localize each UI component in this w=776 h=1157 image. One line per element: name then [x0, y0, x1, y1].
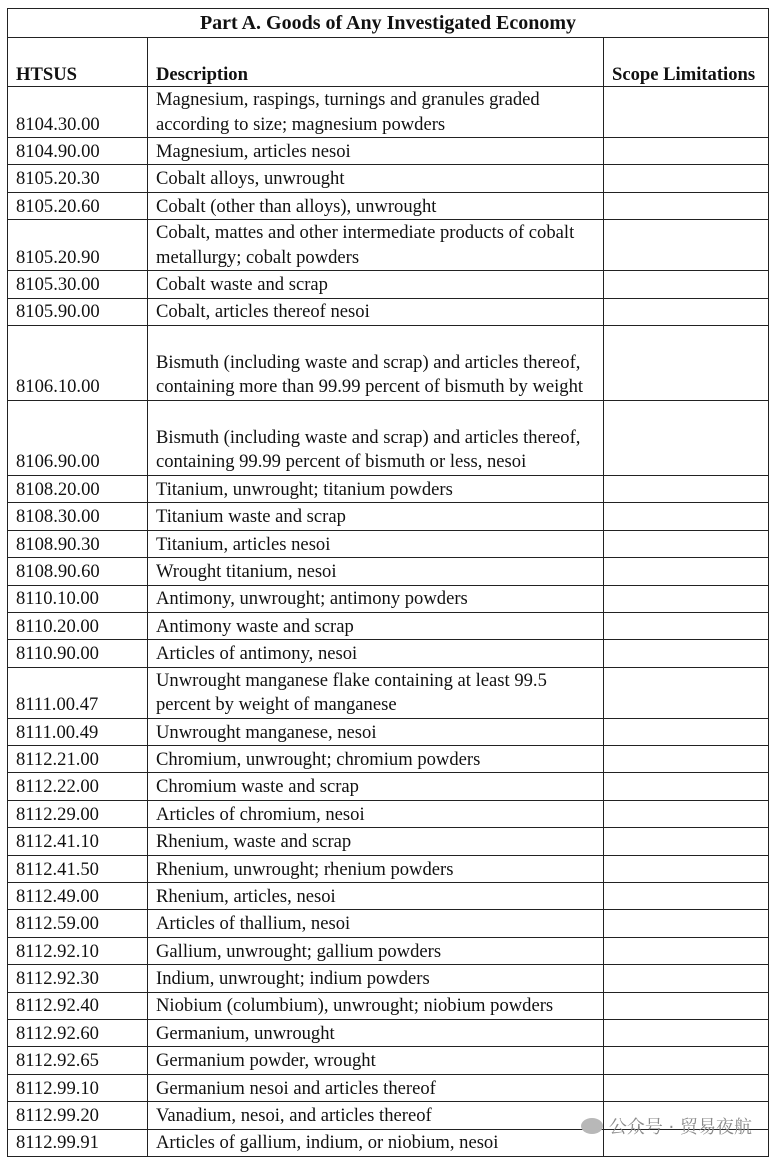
htsus-code-cell: 8110.90.00 [8, 640, 148, 667]
htsus-code-cell: 8105.20.60 [8, 192, 148, 219]
description-cell: Articles of thallium, nesoi [148, 910, 604, 937]
htsus-code-cell: 8110.20.00 [8, 612, 148, 639]
table-row [8, 883, 769, 910]
scope-limitations-cell [604, 773, 769, 800]
scope-limitations-cell [604, 746, 769, 773]
table-row [8, 585, 769, 612]
table-row [8, 718, 769, 745]
table-row [8, 828, 769, 855]
scope-limitations-cell [604, 503, 769, 530]
watermark-text: 公众号 · 贸易夜航 [608, 1117, 752, 1138]
scope-limitations-cell [604, 612, 769, 639]
table-row [8, 558, 769, 585]
htsus-code-cell: 8112.92.65 [8, 1047, 148, 1074]
description-cell: Cobalt, articles thereof nesoi [148, 298, 604, 325]
htsus-code-cell: 8105.20.90 [8, 220, 148, 271]
scope-limitations-cell [604, 667, 769, 718]
table-row [8, 746, 769, 773]
table-body [8, 87, 769, 1157]
scope-limitations-cell [604, 475, 769, 502]
table-row [8, 1074, 769, 1101]
description-cell: Germanium nesoi and articles thereof [148, 1074, 604, 1101]
table-row [8, 192, 769, 219]
description-cell: Wrought titanium, nesoi [148, 558, 604, 585]
htsus-code-cell: 8108.90.30 [8, 530, 148, 557]
htsus-code-cell: 8112.41.10 [8, 828, 148, 855]
scope-limitations-cell [604, 298, 769, 325]
table-row [8, 937, 769, 964]
scope-limitations-cell [604, 220, 769, 271]
description-cell: Cobalt alloys, unwrought [148, 165, 604, 192]
description-cell: Titanium, unwrought; titanium powders [148, 475, 604, 502]
description-cell: Indium, unwrought; indium powders [148, 965, 604, 992]
scope-limitations-cell [604, 937, 769, 964]
htsus-code-cell: 8105.90.00 [8, 298, 148, 325]
scope-limitations-cell [604, 530, 769, 557]
htsus-code-cell: 8108.20.00 [8, 475, 148, 502]
scope-limitations-cell [604, 138, 769, 165]
scope-limitations-cell [604, 828, 769, 855]
table-row [8, 325, 769, 400]
description-cell: Gallium, unwrought; gallium powders [148, 937, 604, 964]
table-row [8, 1047, 769, 1074]
hts-table [7, 8, 769, 1157]
scope-limitations-cell [604, 855, 769, 882]
description-cell: Cobalt (other than alloys), unwrought [148, 192, 604, 219]
watermark [581, 1113, 752, 1139]
header-description: Description [148, 38, 604, 87]
table-row [8, 475, 769, 502]
table-row [8, 298, 769, 325]
description-cell: Germanium, unwrought [148, 1019, 604, 1046]
htsus-code-cell: 8112.59.00 [8, 910, 148, 937]
htsus-code-cell: 8112.92.10 [8, 937, 148, 964]
table-row [8, 612, 769, 639]
table-row [8, 800, 769, 827]
htsus-code-cell: 8111.00.47 [8, 667, 148, 718]
scope-limitations-cell [604, 718, 769, 745]
table-row [8, 1019, 769, 1046]
description-cell: Bismuth (including waste and scrap) and articles thereof, containing more than 99.99 percent of bismuth by weight [148, 325, 604, 400]
table-row [8, 773, 769, 800]
description-cell: Bismuth (including waste and scrap) and articles thereof, containing 99.99 percent of bismuth or less, nesoi [148, 400, 604, 475]
scope-limitations-cell [604, 400, 769, 475]
scope-limitations-cell [604, 1019, 769, 1046]
table-row [8, 910, 769, 937]
description-cell: Unwrought manganese, nesoi [148, 718, 604, 745]
htsus-code-cell: 8112.99.10 [8, 1074, 148, 1101]
htsus-code-cell: 8112.92.60 [8, 1019, 148, 1046]
table-row [8, 271, 769, 298]
table-row [8, 992, 769, 1019]
description-cell: Articles of chromium, nesoi [148, 800, 604, 827]
htsus-code-cell: 8110.10.00 [8, 585, 148, 612]
description-cell: Unwrought manganese flake containing at least 99.5 percent by weight of manganese [148, 667, 604, 718]
htsus-code-cell: 8112.99.91 [8, 1129, 148, 1156]
description-cell: Titanium waste and scrap [148, 503, 604, 530]
description-cell: Titanium, articles nesoi [148, 530, 604, 557]
htsus-code-cell: 8104.90.00 [8, 138, 148, 165]
scope-limitations-cell [604, 87, 769, 138]
description-cell: Rhenium, unwrought; rhenium powders [148, 855, 604, 882]
htsus-code-cell: 8112.99.20 [8, 1102, 148, 1129]
htsus-code-cell: 8105.30.00 [8, 271, 148, 298]
htsus-code-cell: 8111.00.49 [8, 718, 148, 745]
scope-limitations-cell [604, 558, 769, 585]
htsus-code-cell: 8106.90.00 [8, 400, 148, 475]
table-row [8, 965, 769, 992]
htsus-code-cell: 8112.29.00 [8, 800, 148, 827]
scope-limitations-cell [604, 271, 769, 298]
wechat-icon [581, 1118, 603, 1134]
htsus-code-cell: 8112.49.00 [8, 883, 148, 910]
scope-limitations-cell [604, 883, 769, 910]
description-cell: Cobalt, mattes and other intermediate products of cobalt metallurgy; cobalt powders [148, 220, 604, 271]
table-title: Part A. Goods of Any Investigated Economy [8, 9, 769, 38]
htsus-code-cell: 8112.92.40 [8, 992, 148, 1019]
description-cell: Cobalt waste and scrap [148, 271, 604, 298]
scope-limitations-cell [604, 1047, 769, 1074]
table-row [8, 503, 769, 530]
scope-limitations-cell [604, 800, 769, 827]
scope-limitations-cell [604, 992, 769, 1019]
scope-limitations-cell [604, 325, 769, 400]
table-row [8, 165, 769, 192]
htsus-code-cell: 8104.30.00 [8, 87, 148, 138]
header-scope-limitations: Scope Limitations [604, 38, 769, 87]
description-cell: Chromium waste and scrap [148, 773, 604, 800]
htsus-code-cell: 8112.41.50 [8, 855, 148, 882]
description-cell: Antimony waste and scrap [148, 612, 604, 639]
description-cell: Rhenium, articles, nesoi [148, 883, 604, 910]
table-row [8, 220, 769, 271]
description-cell: Articles of antimony, nesoi [148, 640, 604, 667]
description-cell: Rhenium, waste and scrap [148, 828, 604, 855]
scope-limitations-cell [604, 640, 769, 667]
htsus-code-cell: 8108.30.00 [8, 503, 148, 530]
htsus-code-cell: 8112.21.00 [8, 746, 148, 773]
description-cell: Articles of gallium, indium, or niobium, nesoi [148, 1129, 604, 1156]
scope-limitations-cell [604, 1074, 769, 1101]
scope-limitations-cell [604, 165, 769, 192]
scope-limitations-cell [604, 910, 769, 937]
table-row [8, 640, 769, 667]
description-cell: Magnesium, raspings, turnings and granules graded according to size; magnesium powders [148, 87, 604, 138]
htsus-code-cell: 8106.10.00 [8, 325, 148, 400]
description-cell: Chromium, unwrought; chromium powders [148, 746, 604, 773]
scope-limitations-cell [604, 585, 769, 612]
description-cell: Magnesium, articles nesoi [148, 138, 604, 165]
table-row [8, 400, 769, 475]
scope-limitations-cell [604, 965, 769, 992]
htsus-code-cell: 8108.90.60 [8, 558, 148, 585]
scope-limitations-cell [604, 192, 769, 219]
description-cell: Vanadium, nesoi, and articles thereof [148, 1102, 604, 1129]
table-row [8, 855, 769, 882]
htsus-code-cell: 8105.20.30 [8, 165, 148, 192]
table-row [8, 530, 769, 557]
header-htsus: HTSUS [8, 38, 148, 87]
description-cell: Niobium (columbium), unwrought; niobium powders [148, 992, 604, 1019]
table-row [8, 87, 769, 138]
description-cell: Antimony, unwrought; antimony powders [148, 585, 604, 612]
htsus-code-cell: 8112.92.30 [8, 965, 148, 992]
table-row [8, 667, 769, 718]
table-row [8, 138, 769, 165]
description-cell: Germanium powder, wrought [148, 1047, 604, 1074]
htsus-code-cell: 8112.22.00 [8, 773, 148, 800]
